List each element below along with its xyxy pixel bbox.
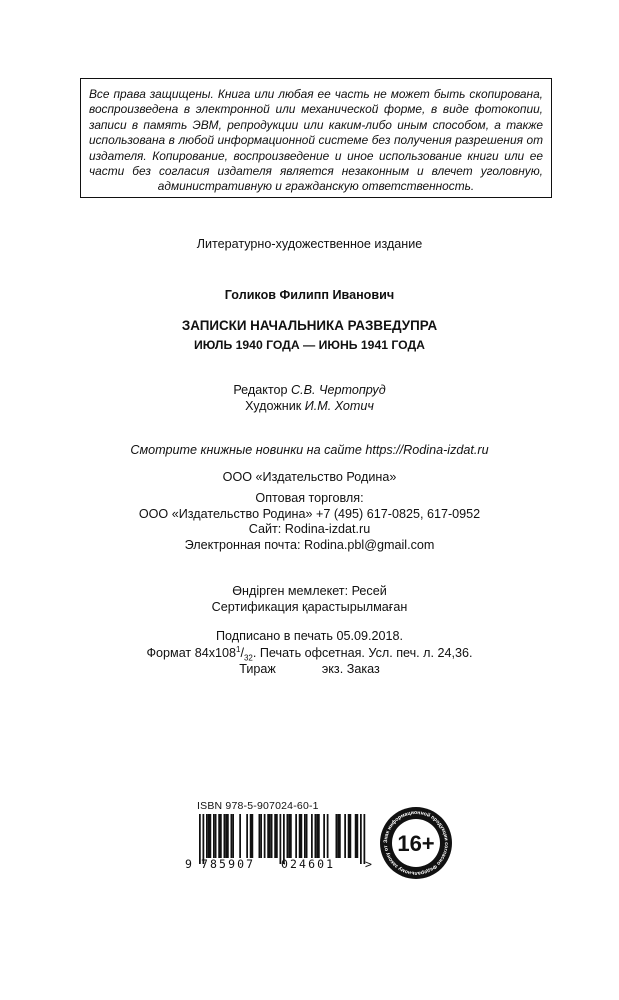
barcode-bar — [304, 814, 306, 858]
book-subtitle: ИЮЛЬ 1940 ГОДА — ИЮНЬ 1941 ГОДА — [194, 338, 425, 352]
barcode-bar — [274, 814, 276, 858]
barcode-bar — [288, 814, 290, 858]
format-sub: 32 — [243, 653, 253, 663]
artist-credit — [0, 399, 619, 413]
print-run — [0, 662, 619, 676]
wholesale-site: Сайт: Rodina-izdat.ru — [248, 522, 371, 536]
barcode-bar — [250, 814, 252, 858]
age-rating-emblem — [378, 805, 454, 881]
barcode-bar — [301, 814, 303, 858]
badge-ring-text: Знак информационной продукции согласно Федеральному закону от — [382, 809, 450, 877]
certification-note: Сертификация қарастырылмаған — [211, 600, 408, 614]
format-suffix: . Печать офсетная. Усл. печ. л. 24,36. — [252, 646, 473, 661]
barcode-bar — [213, 814, 215, 858]
wholesale-label: Оптовая торговля: — [255, 491, 364, 505]
barcode-bar — [337, 814, 339, 858]
rights-notice-box — [80, 78, 552, 198]
barcode-bar — [206, 814, 208, 858]
barcode-bar — [218, 814, 220, 858]
barcode-bar — [215, 814, 217, 858]
age-rating-value: 16+ — [397, 831, 435, 856]
print-format: Формат $84x108^1/_{32}$. Печать офсетная. Усл. печ. л. 24,36. — [146, 645, 473, 663]
barcode-end-mark: > — [365, 857, 372, 871]
print-signed: Подписано в печать 05.09.2018. — [216, 629, 403, 643]
barcode-bar — [252, 814, 254, 858]
barcode-bar — [220, 814, 222, 858]
author-name: Голиков Филипп Иванович — [224, 288, 395, 302]
barcode-bar — [264, 814, 266, 858]
editor-name: С.В. Чертопруд — [291, 383, 386, 397]
publisher-name: ООО «Издательство Родина» — [222, 470, 397, 484]
barcode-bar — [318, 814, 320, 858]
site-notice: Смотрите книжные новинки на сайте https://Rodina-izdat.ru — [130, 443, 489, 457]
country-of-origin: Өндірген мемлекет: Ресей — [232, 584, 387, 598]
barcode-bar — [246, 814, 248, 858]
barcode-bar — [232, 814, 234, 858]
barcode-bar — [208, 814, 210, 858]
artist-name: И.М. Хотич — [304, 399, 374, 413]
barcode-bar — [355, 814, 357, 858]
barcode-bar — [316, 814, 318, 858]
editor-label: Редактор — [233, 383, 292, 397]
barcode-bar — [276, 814, 278, 858]
barcode-bar — [299, 814, 301, 858]
barcode-bar — [269, 814, 271, 858]
barcode-bar — [210, 814, 212, 858]
barcode-bar — [271, 814, 273, 858]
barcode-bar — [350, 814, 352, 858]
barcode-bar — [360, 814, 362, 864]
artist-label: Художник — [245, 399, 305, 413]
barcode-bar — [295, 814, 297, 858]
barcode-bar — [348, 814, 350, 858]
age-rating-badge — [378, 805, 454, 881]
barcode-bar — [311, 814, 313, 858]
barcode-bar — [225, 814, 227, 858]
barcode-first-digit: 9 — [185, 857, 192, 871]
barcode-bar — [267, 814, 269, 858]
barcode-bar — [323, 814, 325, 858]
rights-notice-text: Все права защищены. Книга или любая ее часть не может быть скопирована, воспроизведена в электронной или механической форме, в виде фотокопии, записи в память ЭВМ, репродукции или каким-либо иным способом, а также использована в любой информационной системе без получения разрешения от издателя. Копирование, воспроизведение и иное использование книги или ее части без согласия издателя является незаконным и влечет уголовную, административную и гражданскую ответственность. — [89, 87, 543, 194]
barcode-bar — [357, 814, 359, 858]
barcode-bar — [259, 814, 261, 858]
barcode-bar — [327, 814, 329, 858]
isbn-barcode — [185, 800, 385, 870]
barcode-bar — [290, 814, 292, 858]
wholesale-phones: ООО «Издательство Родина» +7 (495) 617-0825, 617-0952 — [138, 507, 481, 521]
edition-type: Литературно-художественное издание — [196, 237, 423, 251]
barcode-bar — [239, 814, 241, 858]
book-title: ЗАПИСКИ НАЧАЛЬНИКА РАЗВЕДУПРА — [181, 318, 438, 333]
barcode-bar — [336, 814, 338, 858]
barcode-bar — [315, 814, 317, 858]
barcode-bar — [306, 814, 308, 858]
run-label: Тираж — [239, 662, 276, 676]
barcode-bar — [224, 814, 226, 858]
editor-credit — [0, 383, 619, 397]
wholesale-email: Электронная почта: Rodina.pbl@gmail.com — [184, 538, 435, 552]
barcode-bar — [227, 814, 229, 858]
barcode-bar — [339, 814, 341, 858]
format-sup: 1 — [236, 645, 241, 654]
barcode-bar — [231, 814, 233, 858]
barcode-bar — [260, 814, 262, 858]
format-prefix: Формат 84x108 — [146, 646, 237, 661]
barcode-bar — [344, 814, 346, 858]
barcode-right-digits: 024601 — [281, 857, 336, 871]
copies-label: экз. Заказ — [321, 662, 380, 676]
isbn-label: ISBN 978-5-907024-60-1 — [197, 800, 319, 812]
barcode-bar — [287, 814, 289, 858]
barcode-left-digits: 785907 — [201, 857, 256, 871]
